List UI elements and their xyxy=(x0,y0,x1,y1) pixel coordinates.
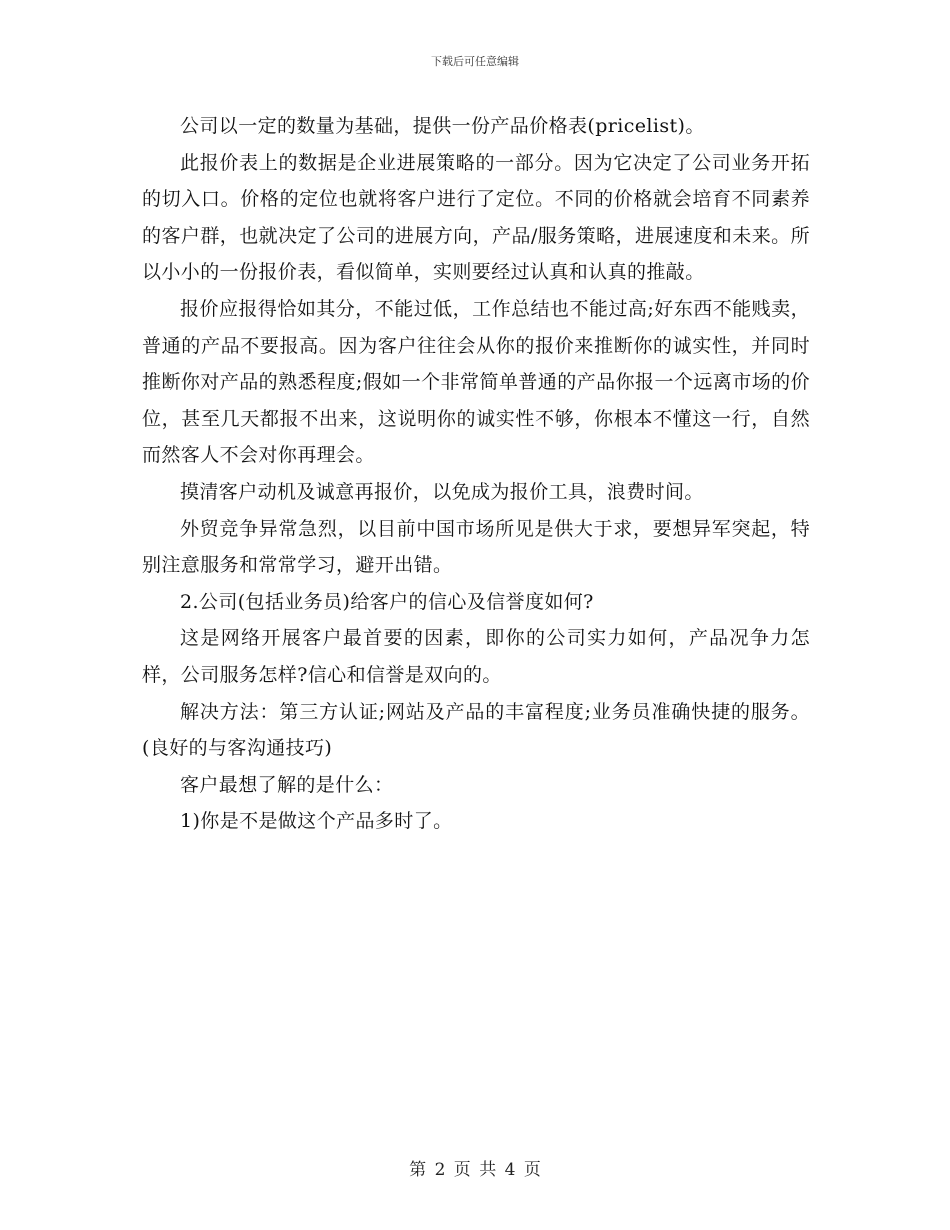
page-number: 第 2 页 共 4 页 xyxy=(409,1160,541,1180)
page-header-note: 下载后可任意编辑 xyxy=(431,55,519,68)
paragraph: 解决方法：第三方认证;网站及产品的丰富程度;业务员准确快捷的服务。(良好的与客沟通技巧) xyxy=(142,700,810,760)
paragraph: 这是网络开展客户最首要的因素，即你的公司实力如何，产品况争力怎样，公司服务怎样?信心和信誉是双向的。 xyxy=(142,627,810,686)
paragraph: 客户最想了解的是什么： xyxy=(180,773,394,796)
paragraph: 公司以一定的数量为基础，提供一份产品价格表(pricelist)。 xyxy=(180,115,705,137)
paragraph: 摸清客户动机及诚意再报价，以免成为报价工具，浪费时间。 xyxy=(180,480,704,503)
paragraph: 外贸竞争异常急烈，以目前中国市场所见是供大于求，要想异军突起，特别注意服务和常常学习，避开出错。 xyxy=(142,517,810,577)
paragraph: 此报价表上的数据是企业进展策略的一部分。因为它决定了公司业务开拓的切入口。价格的定位也就将客户进行了定位。不同的价格就会培育不同素养的客户群，也就决定了公司的进展方向，产品/服务策略，进展速度和未来。所以小小的一份报价表，看似简单，实则要经过认真和认真的推敲。 xyxy=(142,151,810,284)
document-body xyxy=(142,108,810,840)
section-heading: 2.公司(包括业务员)给客户的信心及信誉度如何? xyxy=(180,590,594,613)
list-item: 1)你是不是做这个产品多时了。 xyxy=(180,810,453,833)
paragraph: 报价应报得恰如其分，不能过低，工作总结也不能过高;好东西不能贱卖，普通的产品不要报高。因为客户往往会从你的报价来推断你的诚实性，并同时推断你对产品的熟悉程度;假如一个非常简单普通的产品你报一个远离市场的价位，甚至几天都报不出来，这说明你的诚实性不够，你根本不懂这一行，自然而然客人不会对你再理会。 xyxy=(142,297,810,467)
